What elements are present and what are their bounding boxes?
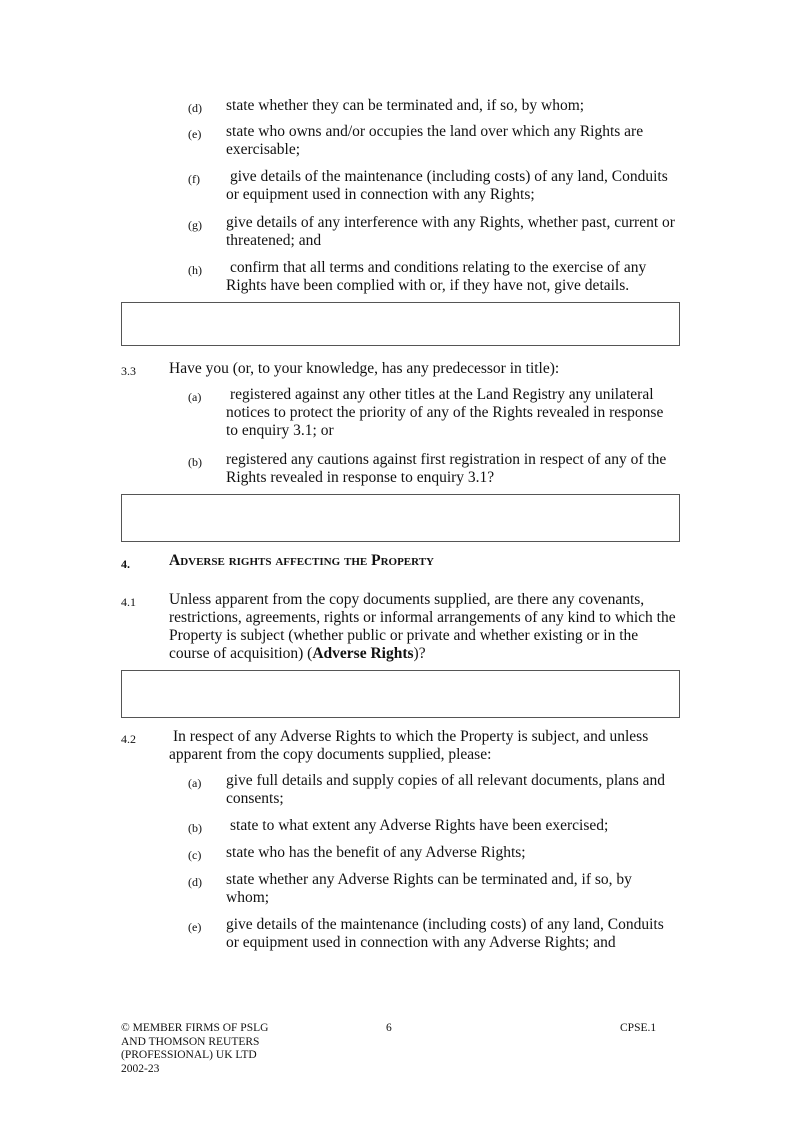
copyright-notice: © MEMBER FIRMS OF PSLG AND THOMSON REUTERS (PROFESSIONAL) UK LTD 2002-23 xyxy=(121,1022,269,1075)
item-text: registered against any other titles at the Land Registry any unilateral notices to protect the priority of any of the Rights revealed in response to enquiry 3.1; or xyxy=(226,386,664,439)
item-label: (b) xyxy=(188,821,202,835)
section-title: Adverse rights affecting the Property xyxy=(169,552,434,569)
item-text: state whether they can be terminated and, if so, by whom; xyxy=(226,97,585,114)
item-label: (d) xyxy=(188,101,202,115)
item-label: (e) xyxy=(188,127,202,141)
item-text: state who has the benefit of any Adverse Rights; xyxy=(226,844,526,861)
item-text: state whether any Adverse Rights can be terminated and, if so, by whom; xyxy=(226,871,632,906)
clause-number: 4.2 xyxy=(121,732,136,746)
page-number: 6 xyxy=(386,1022,392,1034)
answer-box-3-2[interactable] xyxy=(121,302,680,346)
item-text: give full details and supply copies of all relevant documents, plans and consents; xyxy=(226,772,666,807)
item-label: (g) xyxy=(188,218,202,232)
section-number: 4. xyxy=(121,557,130,571)
clause-number: 4.1 xyxy=(121,595,136,609)
answer-box-3-3[interactable] xyxy=(121,494,680,542)
item-label: (a) xyxy=(188,776,202,790)
item-text: state to what extent any Adverse Rights have been exercised; xyxy=(230,817,609,834)
answer-box-4-1[interactable] xyxy=(121,670,680,718)
clause-text: In respect of any Adverse Rights to which the Property is subject, and unless apparent from the copy documents supplied, please: xyxy=(169,728,649,763)
item-text: give details of the maintenance (including costs) of any land, Conduits or equipment used in connection with any Rights; xyxy=(226,168,668,203)
item-text: state who owns and/or occupies the land over which any Rights are exercisable; xyxy=(226,123,644,158)
item-text: give details of any interference with any Rights, whether past, current or threatened; and xyxy=(226,214,675,249)
clause-text: Unless apparent from the copy documents supplied, are there any covenants, restrictions, agreements, rights or informal arrangements of any kind to which the Property is subject (whether public or private and whether existing or in the course of acquisition) (Adverse Rights)? xyxy=(169,591,676,662)
item-label: (a) xyxy=(188,390,202,404)
item-label: (h) xyxy=(188,263,202,277)
clause-number: 3.3 xyxy=(121,364,136,378)
clause-text: Have you (or, to your knowledge, has any predecessor in title): xyxy=(169,360,560,377)
item-label: (f) xyxy=(188,172,200,186)
item-text: confirm that all terms and conditions relating to the exercise of any Rights have been complied with or, if they have not, give details. xyxy=(226,259,647,294)
item-label: (e) xyxy=(188,920,202,934)
defined-term: Adverse Rights xyxy=(312,645,414,662)
form-code: CPSE.1 xyxy=(620,1022,657,1034)
item-text: registered any cautions against first registration in respect of any of the Rights revealed in response to enquiry 3.1? xyxy=(226,451,667,486)
item-label: (b) xyxy=(188,455,202,469)
item-label: (c) xyxy=(188,848,202,862)
item-label: (d) xyxy=(188,875,202,889)
item-text: give details of the maintenance (including costs) of any land, Conduits or equipment used in connection with any Adverse Rights; and xyxy=(226,916,664,951)
